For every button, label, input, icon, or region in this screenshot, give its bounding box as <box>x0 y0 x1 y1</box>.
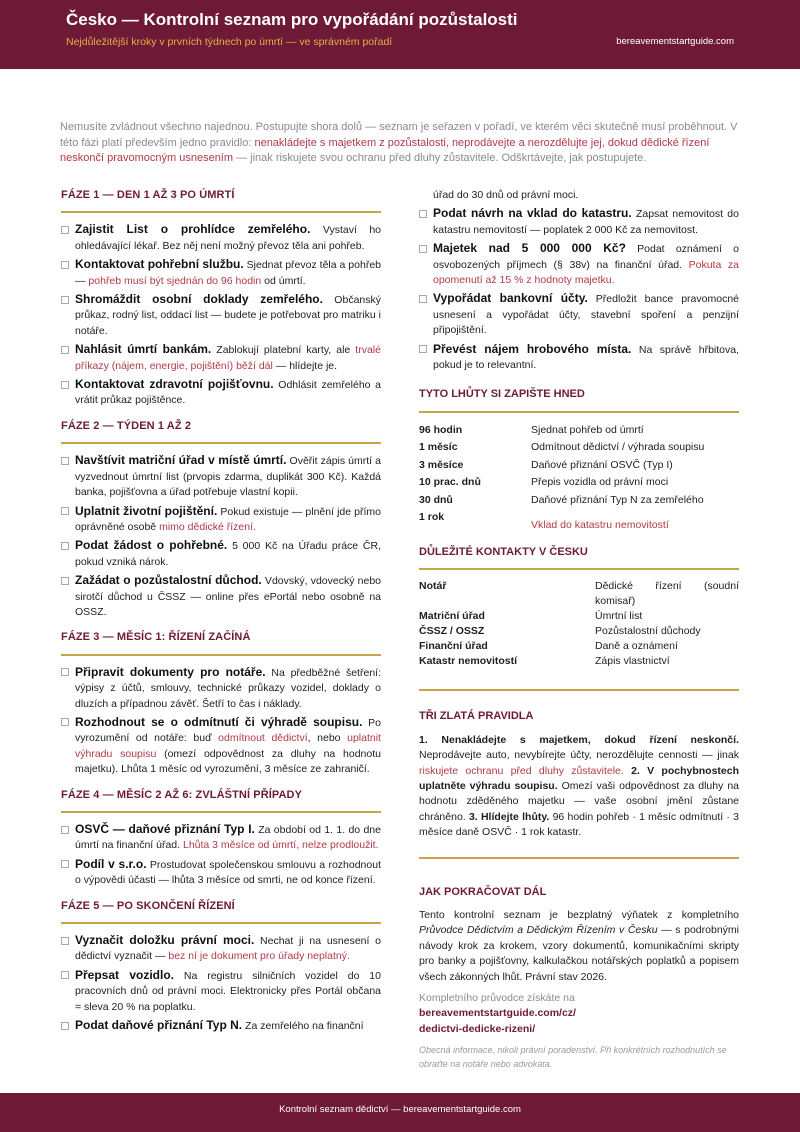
divider <box>419 689 739 691</box>
table-row: 1 rok Vklad do katastru nemovitostí <box>419 511 669 532</box>
checkbox[interactable] <box>61 577 69 585</box>
table-row: Notář Dědické řízení (soudní komisař) <box>419 580 739 608</box>
checklist-item: Podat návrh na vklad do katastru. Zapsat nemovitost do katastru nemovitostí — poplatek 2 000 Kč za nemovitost. <box>419 206 739 238</box>
checklist-item: Majetek nad 5 000 000 Kč? Podat oznámení o osvobozených příjmech (§ 38v) na finanční úřad. Pokuta za opomenutí až 15 % z hodnoty majetku. <box>419 241 739 288</box>
checklist-item: Navštívit matriční úřad v místě úmrtí. Ověřit zápis úmrtí a vyzvednout úmrtní list (prvopis zdarma, duplikát 300 Kč). Každá banka, pojišťovna a úřad potřebuje vlastní kopii. <box>61 453 381 500</box>
checkbox[interactable] <box>61 381 69 389</box>
contacts-table <box>419 579 739 669</box>
checklist-item: Nahlásit úmrtí bankám. Zablokují platební karty, ale trvalé příkazy (nájem, energie, pojištění) běží dál — hlídejte je. <box>61 342 381 374</box>
intro-warning: nenakládejte s majetkem z pozůstalosti, neprodávejte a nerozdělujte jej, dokud dědické řízení neskončí pravomocným usnesením <box>60 136 710 164</box>
checkbox[interactable] <box>61 718 69 726</box>
table-row: 1 měsíc Odmítnout dědictví / výhrada soupisu <box>419 441 705 454</box>
table-row: 3 měsíce Daňové přiznání OSVČ (Typ I) <box>419 458 673 471</box>
rules-text: 1. Nenakládejte s majetkem, dokud řízení neskončí. Neprodávejte auto, nevybírejte účty, nerozdělujte cennosti — jinak riskujete ochranu před dluhy zůstavitele. 2. V pochybnostech uplatněte výhradu soupisu. Omezí vaši odpovědnost za dluhy na hodnotu zděděného majetku — vaše osobní jmění zůstane chráněno. 3. Hlídejte lhůty. 96 hodin pohřeb · 1 měsíc odmítnutí · 3 měsíce daně OSVČ · 1 rok katastr. <box>419 733 740 839</box>
right-column <box>419 188 739 1071</box>
page-subtitle: Nejdůležitější kroky v prvních týdnech po úmrtí — ve správném pořadí <box>66 36 393 48</box>
checklist-item: Podat daňové přiznání Typ N. Za zemřelého na finanční <box>61 1018 381 1034</box>
checklist-item: Zajistit List o prohlídce zemřelého. Vystaví ho ohledávající lékař. Bez něj není možný převoz těla ani pohřeb. <box>61 222 381 254</box>
page-footer: Kontrolní seznam dědictví — bereavementstartguide.com <box>0 1093 800 1132</box>
table-row: Matriční úřad Úmrtní list <box>419 610 643 623</box>
page-header <box>0 0 800 69</box>
deadlines-table <box>419 422 739 535</box>
divider <box>419 857 739 859</box>
checklist-item-continued: úřad do 30 dnů od právní moci. <box>433 189 579 201</box>
table-row: ČSSZ / OSSZ Pozůstalostní důchody <box>419 625 701 638</box>
checkbox[interactable] <box>61 542 69 550</box>
checklist-item: Kontaktovat pohřební službu. Sjednat převoz těla a pohřeb — pohřeb musí být sjednán do 96 hodin od úmrtí. <box>61 257 381 289</box>
contacts-heading: DŮLEŽITÉ KONTAKTY V ČESKU <box>419 545 739 570</box>
deadlines-heading: TYTO LHŮTY SI ZAPIŠTE HNED <box>419 387 739 412</box>
checklist-item: Zažádat o pozůstalostní důchod. Vdovský, vdovecký nebo sirotčí důchod u ČSSZ — online přes ePortál nebo osobně na OSSZ. <box>61 573 381 620</box>
checkbox[interactable] <box>61 826 69 834</box>
checklist-item: Shromáždit osobní doklady zemřelého. Občanský průkaz, rodný list, oddací list — budete je potřebovat pro matriku i notáře. <box>61 292 381 339</box>
phase-2-heading: FÁZE 2 — TÝDEN 1 AŽ 2 <box>61 419 381 444</box>
phase-1-heading: FÁZE 1 — DEN 1 AŽ 3 PO ÚMRTÍ <box>61 188 381 213</box>
intro-paragraph: Nemusíte zvládnout všechno najednou. Postupujte shora dolů — seznam je seřazen v pořadí, ve kterém věci skutečně musí proběhnout. V této fázi platí především jedno pravidlo: nenakládejte s majetkem z pozůstalosti, neprodávejte a nerozdělujte jej, dokud dědické řízení neskončí pravomocným usnesením — jinak riskujete svou ochranu před dluhy zůstavitele. Odškrtávejte, jak postupujete. <box>60 121 738 164</box>
page-title: Česko — Kontrolní seznam pro vypořádání pozůstalosti <box>66 10 518 29</box>
checkbox[interactable] <box>419 210 427 218</box>
checklist-item: Uplatnit životní pojištění. Pokud existuje — plnění jde přímo oprávněné osobě mimo dědické řízení. <box>61 504 381 536</box>
checkbox[interactable] <box>419 295 427 303</box>
checkbox[interactable] <box>61 937 69 945</box>
checkbox[interactable] <box>61 226 69 234</box>
table-row: 10 prac. dnů Přepis vozidla od právní moci <box>419 476 669 489</box>
next-steps-heading: JAK POKRAČOVAT DÁL <box>419 885 547 898</box>
checklist-item: Rozhodnout se o odmítnutí či výhradě soupisu. Po vyrozumění od notáře: buď odmítnout dědictví, nebo uplatnit výhradu soupisu (omezí odpovědnost za dluhy na hodnotu majetku). Lhůta 1 měsíc od vyrozumění, 3 měsíce ze zahraničí. <box>61 715 381 778</box>
checkbox[interactable] <box>61 507 69 515</box>
table-row: Katastr nemovitostí Zápis vlastnictví <box>419 655 670 668</box>
checklist-item: Převést nájem hrobového místa. Na správě hřbitova, pokud je to relevantní. <box>419 342 739 374</box>
checkbox[interactable] <box>61 1022 69 1030</box>
header-site-url: bereavementstartguide.com <box>616 36 734 47</box>
phase-5-heading: FÁZE 5 — PO SKONČENÍ ŘÍZENÍ <box>61 899 381 924</box>
checklist-item: OSVČ — daňové přiznání Typ I. Za období od 1. 1. do dne úmrtí na finanční úřad. Lhůta 3 měsíce od úmrtí, nelze prodloužit. <box>61 822 381 854</box>
checkbox[interactable] <box>61 860 69 868</box>
guide-cta: Kompletního průvodce získáte na <box>419 991 575 1004</box>
checklist-item: Přepsat vozidlo. Na registru silničních vozidel do 10 pracovních dnů od právní moci. Elektronicky přes Portál občana = sleva 20 % na poplatku. <box>61 968 381 1015</box>
phase-3-heading: FÁZE 3 — MĚSÍC 1: ŘÍZENÍ ZAČÍNÁ <box>61 630 381 655</box>
rules-heading: TŘI ZLATÁ PRAVIDLA <box>419 710 534 723</box>
disclaimer: Obecná informace, nikoli právní poradenství. Při konkrétních rozhodnutích se obraťte na notáře nebo advokáta. <box>419 1045 727 1070</box>
checklist-item: Podíl v s.r.o. Prostudovat společenskou smlouvu a rozhodnout o výpovědi účasti — lhůta 3 měsíce od smrti, ne od konce řízení. <box>61 857 381 889</box>
checklist-item: Připravit dokumenty pro notáře. Na předběžné šetření: výpisy z účtů, smlouvy, technické průkazy vozidel, doklady o dluzích a případnou závěť. Šetří to čas i náklady. <box>61 665 381 712</box>
checkbox[interactable] <box>419 245 427 253</box>
table-row: 96 hodin Sjednat pohřeb od úmrtí <box>419 423 644 436</box>
checkbox[interactable] <box>61 971 69 979</box>
table-row: 30 dnů Daňové přiznání Typ N za zemřelého <box>419 493 704 506</box>
checkbox[interactable] <box>61 668 69 676</box>
checkbox[interactable] <box>61 346 69 354</box>
guide-link[interactable]: bereavementstartguide.com/cz/ dedictvi-dedicke-rizeni/ <box>419 1007 576 1035</box>
left-column <box>61 188 381 1037</box>
checklist-item: Vypořádat bankovní účty. Předložit bance pravomocné usnesení a vypořádat účty, stavební spoření a penzijní připojištění. <box>419 291 739 338</box>
checkbox[interactable] <box>419 345 427 353</box>
checkbox[interactable] <box>61 261 69 269</box>
phase-4-heading: FÁZE 4 — MĚSÍC 2 AŽ 6: ZVLÁŠTNÍ PŘÍPADY <box>61 788 381 813</box>
checkbox[interactable] <box>61 457 69 465</box>
next-steps-text: Tento kontrolní seznam je bezplatný výňatek z kompletního Průvodce Dědictvím a Dědickým Řízením v Česku — s podrobnými návody krok za krokem, vzory dokumentů, komunikačními skripty pro banky a pojišťovny, kalkulačkou notářských poplatků a popisem všech zákonných lhůt. Právní stav 2026. <box>419 908 739 983</box>
checklist-item: Podat žádost o pohřebné. 5 000 Kč na Úřadu práce ČR, pokud vzniká nárok. <box>61 538 381 570</box>
checkbox[interactable] <box>61 296 69 304</box>
checklist-item: Kontaktovat zdravotní pojišťovnu. Odhlásit zemřelého a vrátit průkaz pojištěnce. <box>61 377 381 409</box>
checklist-item: Vyznačit doložku právní moci. Nechat ji na usnesení o dědictví vyznačit — bez ní je dokument pro úřady neplatný. <box>61 933 381 965</box>
table-row: Finanční úřad Daně a oznámení <box>419 640 678 653</box>
